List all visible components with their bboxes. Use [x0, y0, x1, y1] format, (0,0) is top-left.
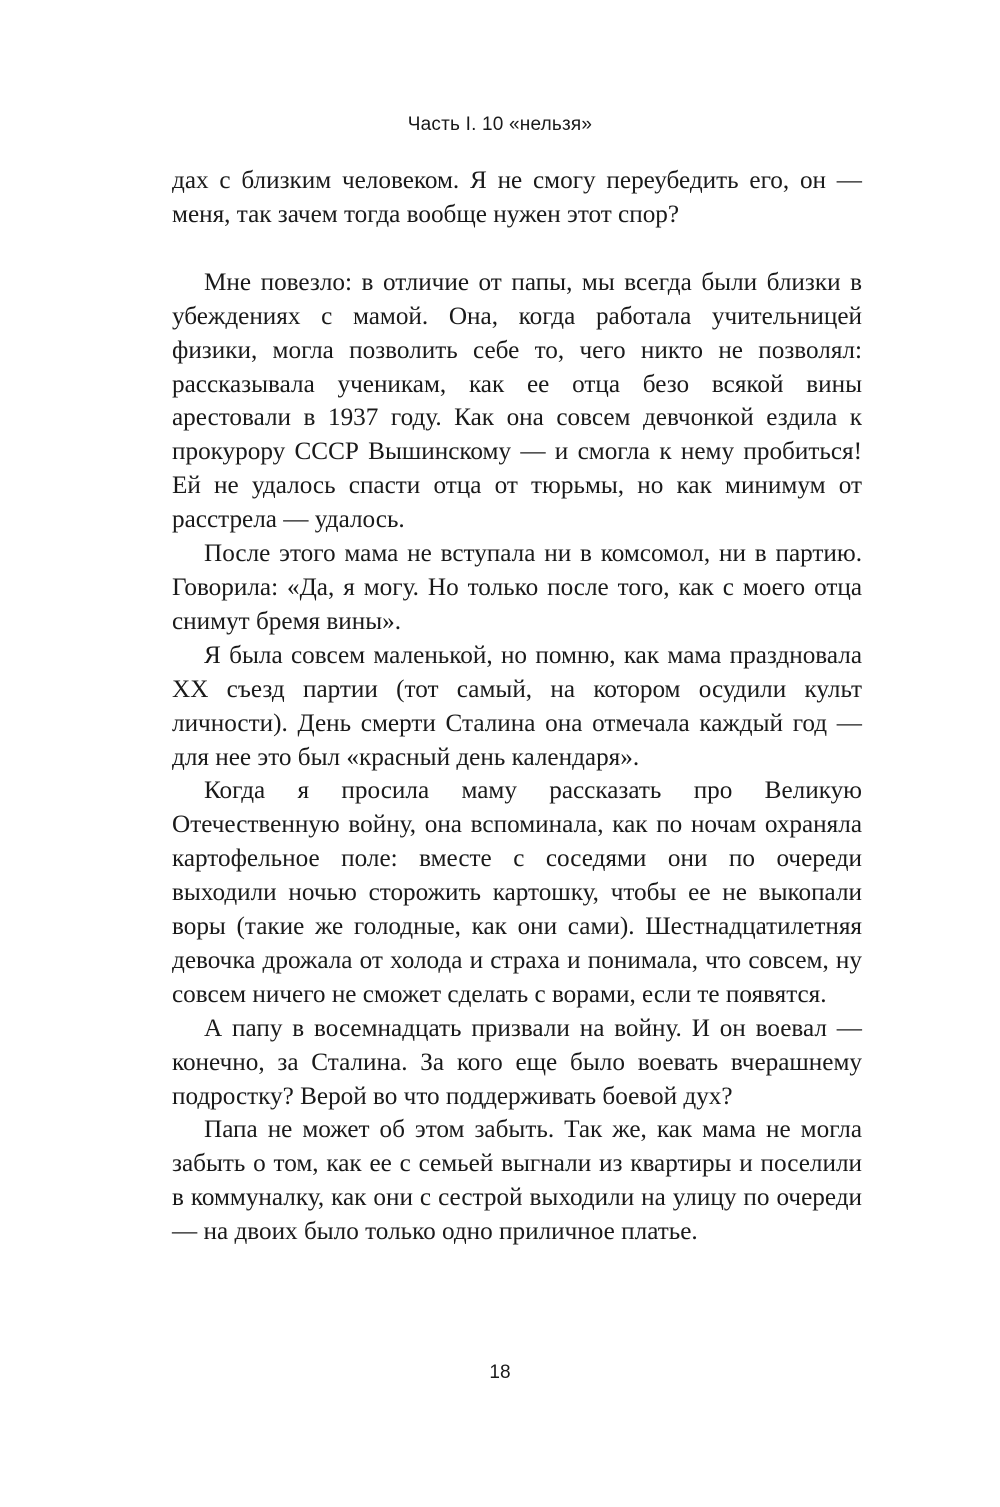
page-body-text	[172, 164, 862, 1249]
paragraph: Когда я просила маму рассказать про Великую Отечественную войну, она вспоминала, как по ночам охраняла картофельное поле: вместе с соседями они по очереди выходили ночью сторожить картошку, чтобы ее не выкопали воры (такие же голодные, как они сами). Шестнадцатилетняя девочка дрожала от холода и страха и понимала, что совсем, ну совсем ничего не сможет сделать с ворами, если те появятся.	[172, 777, 862, 1008]
paragraph-continued: дах с близким человеком. Я не смогу переубедить его, он — меня, так зачем тогда вообще нужен этот спор?	[172, 167, 862, 228]
running-head: Часть I. 10 «нельзя»	[407, 114, 593, 135]
paragraph: После этого мама не вступала ни в комсомол, ни в партию. Говорила: «Да, я могу. Но только после того, как с моего отца снимут бремя вины».	[172, 540, 862, 635]
paragraph: Мне повезло: в отличие от папы, мы всегда были близки в убеждениях с мамой. Она, когда работала учительницей физики, могла позволить себе то, чего никто не позволял: рассказывала ученикам, как ее отца безо всякой вины арестовали в 1937 году. Как она совсем девчонкой ездила к прокурору СССР Вышинскому — и смогла к нему пробиться! Ей не удалось спасти отца от тюрьмы, но как минимум от расстрела — удалось.	[172, 268, 862, 534]
page-number: 18	[489, 1362, 511, 1383]
paragraph: Папа не может об этом забыть. Так же, как мама не могла забыть о том, как ее с семьей выгнали из квартиры и поселили в коммуналку, как они с сестрой выходили на улицу по очереди — на двоих было только одно приличное платье.	[172, 1116, 862, 1246]
paragraph: А папу в восемнадцать призвали на войну. И он воевал — конечно, за Сталина. За кого еще было воевать вчерашнему подростку? Верой во что поддерживать боевой дух?	[172, 1014, 862, 1110]
paragraph: Я была совсем маленькой, но помню, как мама праздновала XX съезд партии (тот самый, на котором осудили культ личности). День смерти Сталина она отмечала каждый год — для нее это был «красный день календаря».	[172, 641, 862, 771]
